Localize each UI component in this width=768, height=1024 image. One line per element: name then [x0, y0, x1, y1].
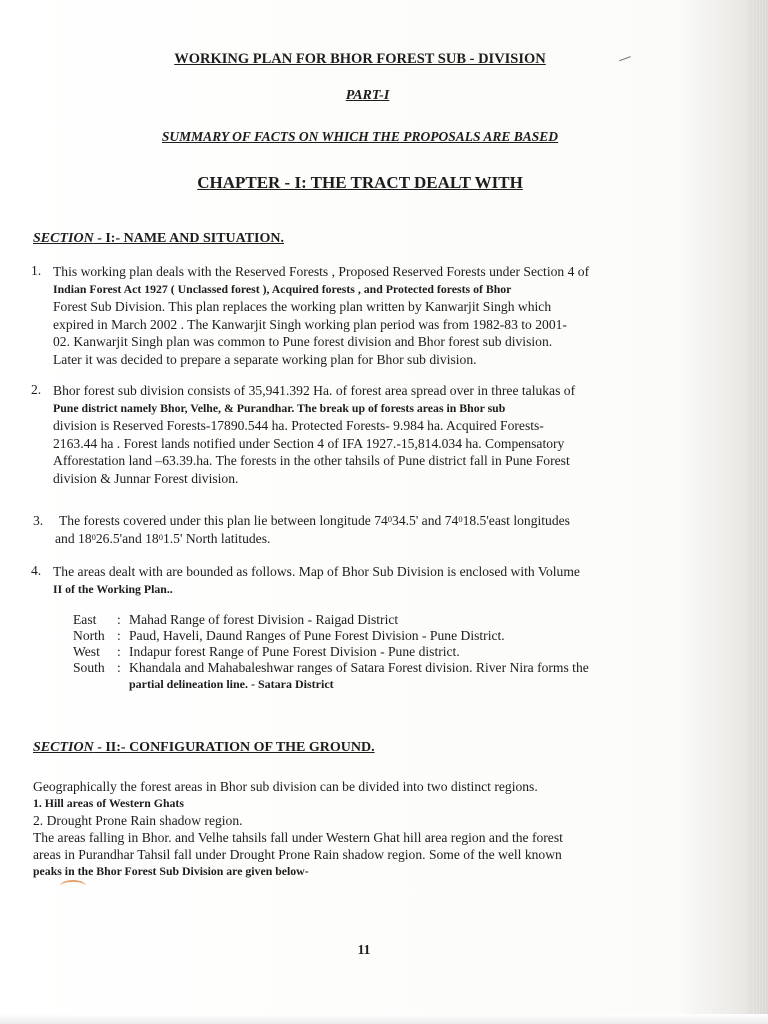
boundary-separator: : — [117, 644, 121, 659]
paragraph-2-line: Afforestation land –63.39.ha. The forests in the other tahsils of Pune district fall in Pune Forest — [53, 453, 570, 469]
paragraph-4-line: II of the Working Plan.. — [53, 581, 173, 596]
paragraph-1-line: Later it was decided to prepare a separate working plan for Bhor sub division. — [53, 351, 477, 367]
boundary-row-south — [73, 660, 713, 676]
text-run: 34.5' and 74 — [392, 513, 459, 528]
section-1-heading-title: - I:- NAME AND SITUATION. — [93, 231, 284, 246]
section-2-heading — [33, 740, 375, 756]
paragraph-4-line: The areas dealt with are bounded as follows. Map of Bhor Sub Division is enclosed with Volume — [53, 564, 580, 579]
paragraph-2-number: 2. — [31, 382, 42, 397]
section-1-heading-label: SECTION — [33, 231, 94, 246]
page-bottom-edge — [0, 1014, 768, 1024]
degree-symbol: 0 — [158, 531, 163, 542]
paragraph-1-line: Indian Forest Act 1927 ( Unclassed forest ), Acquired forests , and Protected forests of Bhor — [53, 281, 512, 296]
boundary-south-continuation: partial delineation line. - Satara District — [129, 677, 334, 691]
boundaries-list — [73, 612, 713, 692]
section-2-body — [33, 778, 697, 880]
section-2-list-item: 1. Hill areas of Western Ghats — [33, 796, 184, 810]
boundary-direction: North — [73, 628, 105, 643]
section-1-heading — [33, 231, 284, 247]
section-2-line: areas in Purandhar Tahsil fall under Drought Prone Rain shadow region. Some of the well known — [33, 847, 562, 862]
paragraph-2-line: Pune district namely Bhor, Velhe, & Purandhar. The break up of forests areas in Bhor sub — [53, 400, 506, 415]
boundary-direction: West — [73, 644, 100, 659]
summary-heading: SUMMARY OF FACTS ON WHICH THE PROPOSALS ARE BASED — [161, 129, 559, 144]
boundary-row-north — [73, 628, 713, 644]
section-2-line: Geographically the forest areas in Bhor sub division can be divided into two distinct regions. — [33, 779, 538, 794]
paragraph-1-line: 02. Kanwarjit Singh plan was common to Pune forest division and Bhor forest sub division. — [53, 334, 553, 350]
section-2-line: peaks in the Bhor Forest Sub Division are given below- — [33, 864, 309, 878]
section-2-line: The areas falling in Bhor. and Velhe tahsils fall under Western Ghat hill area region and the forest — [33, 830, 563, 845]
boundary-row-west — [73, 644, 713, 660]
boundary-row-east — [73, 612, 713, 628]
document-title: WORKING PLAN FOR BHOR FOREST SUB - DIVISION — [174, 51, 546, 67]
coordinates-latitude-line — [55, 530, 695, 548]
boundary-separator: : — [117, 612, 121, 627]
text-run: 18.5'east longitudes — [462, 513, 570, 528]
boundary-separator: : — [117, 628, 121, 643]
boundary-text: Paud, Haveli, Daund Ranges of Pune Forest Division - Pune District. — [129, 628, 505, 643]
coordinates-longitude-line — [59, 512, 695, 530]
part-heading: PART-I — [345, 88, 390, 103]
boundary-direction: South — [73, 660, 105, 675]
paragraph-4 — [53, 563, 695, 598]
paragraph-3 — [55, 512, 695, 547]
boundary-direction: East — [73, 612, 97, 627]
text-run: 1.5' North latitudes. — [162, 530, 271, 546]
paragraph-2-line: Bhor forest sub division consists of 35,941.392 Ha. of forest area spread over in three talukas of — [53, 383, 576, 398]
degree-symbol: 0 — [458, 514, 463, 524]
section-2-list-item: 2. Drought Prone Rain shadow region. — [33, 813, 243, 828]
paragraph-2-line: division & Junnar Forest division. — [53, 470, 239, 486]
paragraph-1-line: This working plan deals with the Reserved Forests , Proposed Reserved Forests under Section 4 of — [53, 264, 590, 279]
boundary-text: Khandala and Mahabaleshwar ranges of Satara Forest division. River Nira forms the — [129, 660, 589, 675]
section-2-heading-title: - II:- CONFIGURATION OF THE GROUND. — [93, 740, 375, 755]
paragraph-4-number: 4. — [31, 563, 42, 578]
paragraph-2-line: 2163.44 ha . Forest lands notified under Section 4 of IFA 1927.-15,814.034 ha. Compensatory — [53, 435, 565, 451]
section-2-heading-label: SECTION — [33, 740, 94, 755]
paragraph-1-line: Forest Sub Division. This plan replaces the working plan written by Kanwarjit Singh which — [53, 299, 552, 315]
paragraph-1-line: expired in March 2002 . The Kanwarjit Singh working plan period was from 1982-83 to 2001- — [53, 316, 567, 332]
text-run: 26.5'and 18 — [95, 530, 159, 546]
page-number: 11 — [357, 942, 371, 957]
degree-symbol: 0 — [91, 531, 96, 542]
pen-mark — [60, 880, 86, 892]
paragraph-3-number: 3. — [33, 513, 44, 528]
text-run: and 18 — [55, 530, 92, 546]
page-edge — [752, 0, 768, 1024]
paragraph-1-number: 1. — [31, 263, 42, 278]
boundary-text: Indapur forest Range of Pune Forest Division - Pune district. — [129, 644, 460, 659]
paragraph-1 — [53, 263, 695, 369]
degree-symbol: 0 — [387, 514, 393, 524]
chapter-heading: CHAPTER - I: THE TRACT DEALT WITH — [197, 173, 523, 192]
boundary-text: Mahad Range of forest Division - Raigad District — [129, 612, 399, 627]
paragraph-2 — [53, 382, 695, 488]
paragraph-2-line: division is Reserved Forests-17890.544 ha. Protected Forests- 9.984 ha. Acquired Forests- — [53, 418, 544, 434]
text-run: The forests covered under this plan lie between longitude 74 — [59, 513, 388, 528]
boundary-separator: : — [117, 660, 121, 675]
